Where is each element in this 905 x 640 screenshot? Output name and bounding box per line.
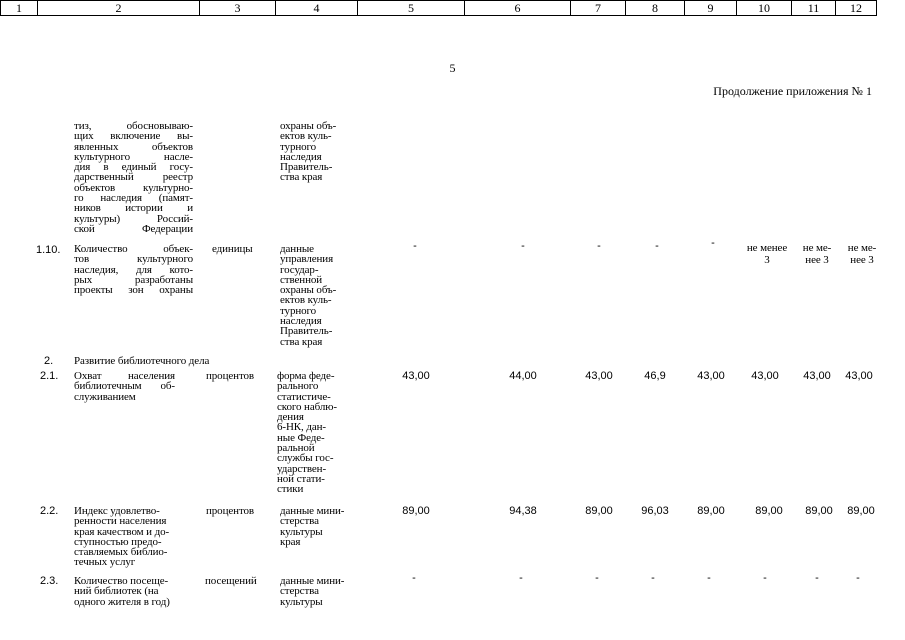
row-code: 2.2. [40,505,59,517]
value-cell: - [597,240,601,252]
page-number: 5 [449,61,456,75]
value-cell: не менее 3 [746,242,788,266]
section-title: Развитие библиотечного дела [74,355,210,367]
value-cell: не ме- нее 3 [802,242,832,266]
value-cell: - [413,240,417,252]
row-code: 2.3. [40,575,59,587]
data-source-continued: охраны объ- ектов куль- турного наследия Правитель- ства края [280,120,337,184]
value-cell: 89,00 [755,505,783,517]
data-source: данные управления государ- ственной охраны объ- ектов куль- турного наследия Правитель- ства края [280,243,337,348]
column-number: 11 [792,1,836,16]
unit: процентов [206,505,254,517]
value-cell: - [412,572,416,584]
indicator-name: Охват населения библиотечным об- служиванием [74,370,175,403]
unit: единицы [212,243,253,255]
value-cell: 89,00 [697,505,725,517]
value-cell: 89,00 [585,505,613,517]
value-cell: - [856,572,860,584]
column-number: 7 [571,1,626,16]
column-number-header [0,0,877,16]
column-number: 4 [276,1,358,16]
value-cell: 43,00 [751,370,779,382]
data-source: данные мини- стерства культуры [280,575,345,608]
value-cell: не ме- нее 3 [847,242,877,266]
value-cell: 94,38 [509,505,537,517]
unit: процентов [206,370,254,382]
value-cell: - [595,572,599,584]
value-cell: 46,9 [644,370,666,382]
unit: посещений [205,575,257,587]
indicator-name: Количество объек- тов культурного наследия, для кото- рых разработаны проекты зон охраны [74,243,193,297]
section-code: 2. [44,355,54,367]
column-number: 5 [358,1,465,16]
value-cell: - [651,572,655,584]
indicator-name: Индекс удовлетво- ренности населения края качеством и до- ступностью предо- ставляемых библио- течных услуг [74,505,170,569]
value-cell: - [815,572,819,584]
value-cell: - [521,240,525,252]
value-cell: 43,00 [803,370,831,382]
value-cell: 89,00 [402,505,430,517]
column-number: 12 [836,1,877,16]
value-cell: - [655,240,659,252]
value-cell: 43,00 [402,370,430,382]
row-code: 2.1. [40,370,59,382]
value-cell: 43,00 [585,370,613,382]
column-number: 9 [685,1,737,16]
column-number: 3 [200,1,276,16]
column-number: 6 [465,1,571,16]
value-cell: 44,00 [509,370,537,382]
continuation-caption: Продолжение приложения № 1 [713,84,872,98]
row-code: 1.10. [36,244,61,256]
column-number: 10 [737,1,792,16]
data-source: форма феде- рального статистиче- ского наблю- дения 6-НК, дан- ные Феде- ральной службы гос- ударствен- ной стати- стики [277,370,337,496]
value-cell: 43,00 [845,370,873,382]
column-number: 1 [1,1,38,16]
value-cell: 96,03 [641,505,669,517]
value-cell: - [519,572,523,584]
column-number: 8 [626,1,685,16]
value-cell: - [707,572,711,584]
data-source: данные мини- стерства культуры края [280,505,345,548]
value-cell: 89,00 [805,505,833,517]
value-cell: 43,00 [697,370,725,382]
indicator-name: Количество посеще- ний библиотек (на одного жителя в год) [74,575,170,608]
indicator-name-continued: тиз, обосновываю- щих включение вы- явленных объектов культурного насле- дия в единый госу- дарственный реестр объектов культурно- го наследия (памят- ников истории и культуры) Россий- ской Федерации [74,120,193,235]
column-number: 2 [38,1,200,16]
value-cell: - [763,572,767,584]
value-cell: 89,00 [847,505,875,517]
value-cell: - [711,237,715,249]
